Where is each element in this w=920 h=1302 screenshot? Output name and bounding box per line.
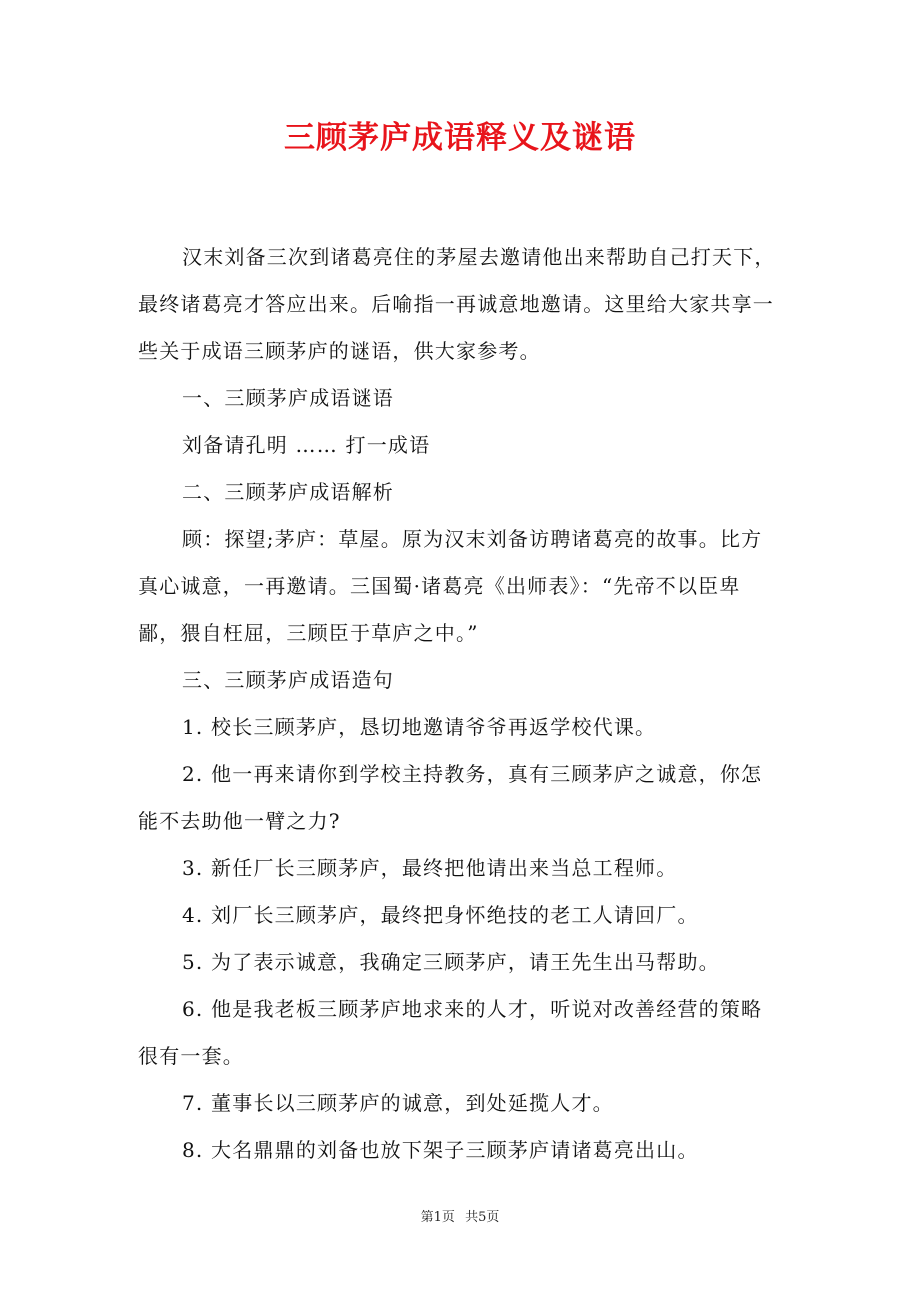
example-sentence-7: 7. 董事长以三顾茅庐的诚意，到处延揽人才。 bbox=[182, 1091, 614, 1115]
example-sentence-3: 3. 新任厂长三顾茅庐，最终把他请出来当总工程师。 bbox=[182, 856, 678, 880]
page-number: 第1页 bbox=[420, 1210, 455, 1225]
riddle-text: 刘备请孔明 …… 打一成语 bbox=[182, 433, 431, 457]
page-footer bbox=[0, 1206, 920, 1225]
section-heading-examples: 三、三顾茅庐成语造句 bbox=[182, 668, 394, 692]
example-sentence-5: 5. 为了表示诚意，我确定三顾茅庐，请王先生出马帮助。 bbox=[182, 950, 720, 974]
example-sentence-4: 4. 刘厂长三顾茅庐，最终把身怀绝技的老工人请回厂。 bbox=[182, 903, 699, 927]
example-sentence-8: 8. 大名鼎鼎的刘备也放下架子三顾茅庐请诸葛亮出山。 bbox=[182, 1138, 699, 1162]
example-sentence-2: 2. 他一再来请你到学校主持教务，真有三顾茅庐之诚意，你怎能不去助他一臂之力? bbox=[138, 762, 763, 833]
example-sentence-6: 6. 他是我老板三顾茅庐地求来的人才，听说对改善经营的策略很有一套。 bbox=[138, 997, 763, 1068]
section-heading-explanation: 二、三顾茅庐成语解析 bbox=[182, 480, 394, 504]
page-total: 共5页 bbox=[465, 1210, 500, 1225]
example-sentence-1: 1. 校长三顾茅庐，恳切地邀请爷爷再返学校代课。 bbox=[182, 715, 657, 739]
section-heading-riddle: 一、三顾茅庐成语谜语 bbox=[182, 386, 394, 410]
document-body bbox=[138, 234, 782, 1174]
explanation-paragraph: 顾：探望;茅庐：草屋。原为汉末刘备访聘诸葛亮的故事。比方真心诚意，一再邀请。三国蜀·诸葛亮《出师表》：“先帝不以臣卑鄙，猥自枉屈，三顾臣于草庐之中。” bbox=[138, 527, 763, 645]
document-title: 三顾茅庐成语释义及谜语 bbox=[284, 120, 636, 156]
intro-paragraph: 汉末刘备三次到诸葛亮住的茅屋去邀请他出来帮助自己打天下，最终诸葛亮才答应出来。后喻指一再诚意地邀请。这里给大家共享一些关于成语三顾茅庐的谜语，供大家参考。 bbox=[138, 245, 776, 363]
